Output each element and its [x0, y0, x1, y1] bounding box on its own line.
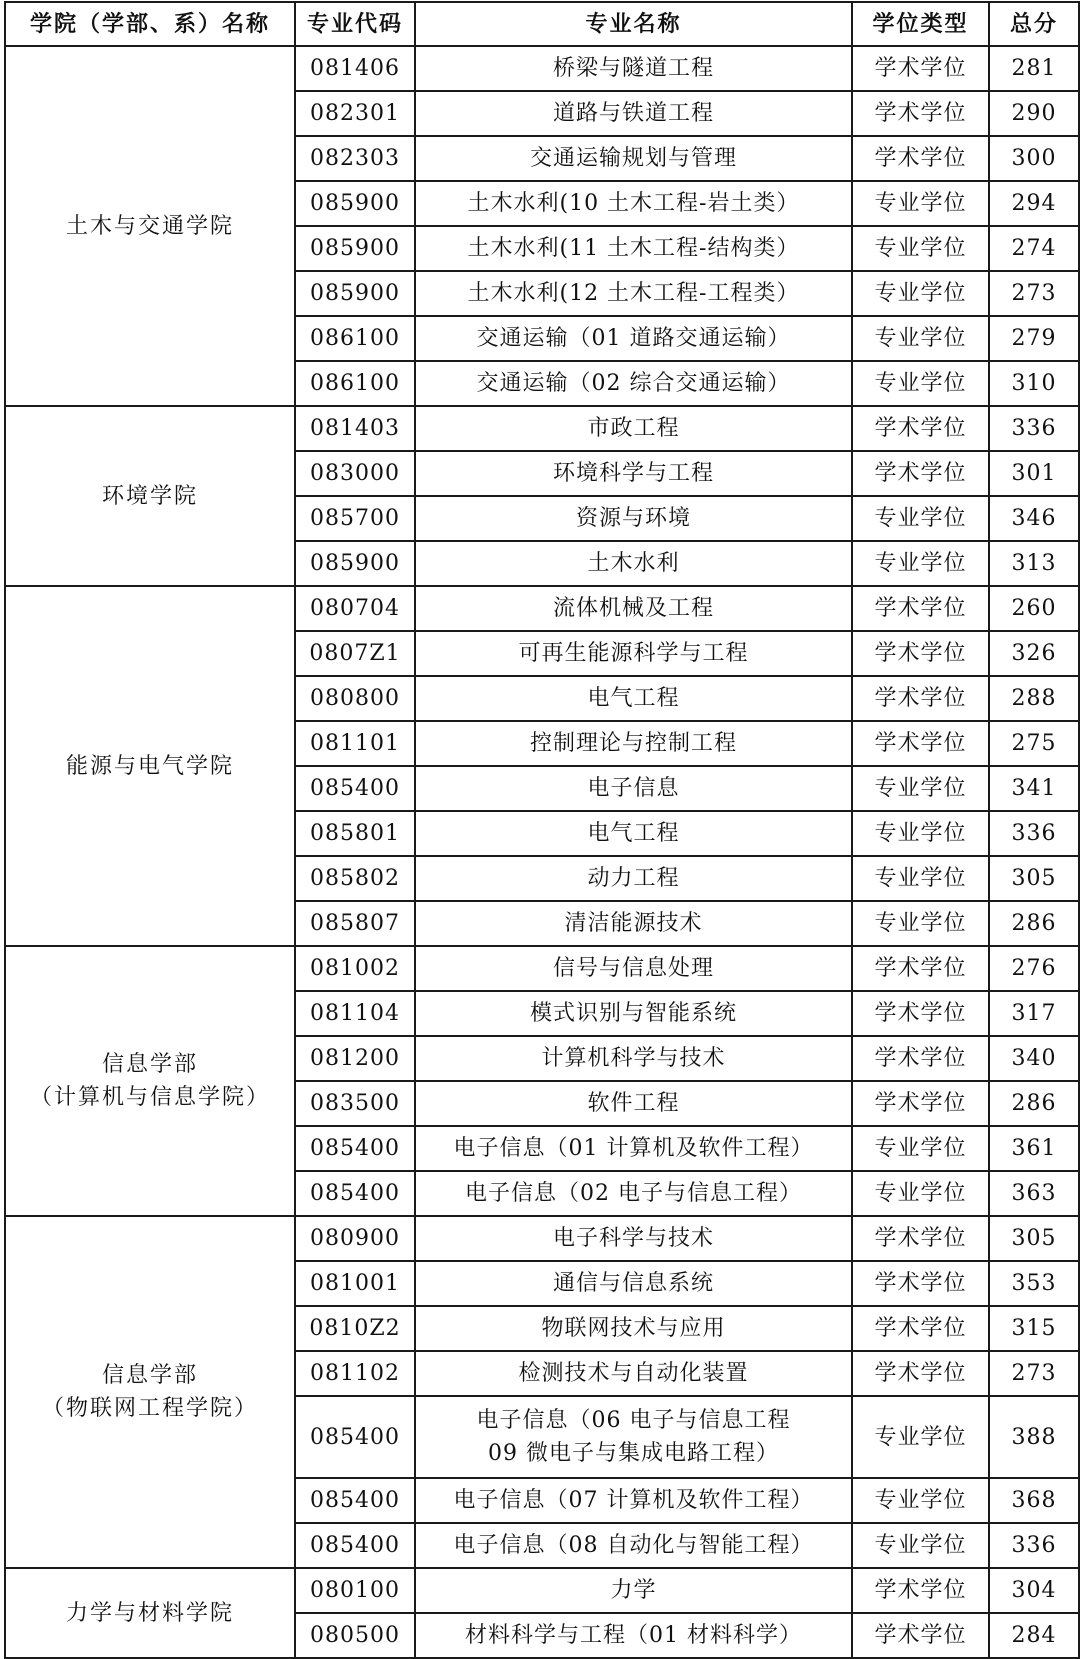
total-score-cell: 304: [989, 1568, 1079, 1613]
major-name-line: 土木水利: [587, 551, 680, 576]
header-score: 总分: [989, 2, 1079, 46]
major-code-cell: 081200: [295, 1036, 415, 1081]
major-name-line: 桥梁与隧道工程: [552, 56, 714, 81]
table-row: [5, 946, 1079, 991]
total-score-cell: 368: [989, 1478, 1079, 1523]
degree-type-cell: 学术学位: [852, 631, 989, 676]
degree-type-cell: 专业学位: [852, 496, 989, 541]
major-name-cell: [415, 766, 852, 811]
degree-type-cell: 学术学位: [852, 1036, 989, 1081]
major-name-cell: [415, 541, 852, 586]
degree-type-cell: 学术学位: [852, 1568, 989, 1613]
total-score-cell: 305: [989, 1216, 1079, 1261]
table-body: [5, 46, 1079, 1658]
major-code-cell: 085900: [295, 271, 415, 316]
total-score-cell: 361: [989, 1126, 1079, 1171]
total-score-cell: 281: [989, 46, 1079, 91]
degree-type-cell: 专业学位: [852, 1396, 989, 1478]
major-name-cell: [415, 46, 852, 91]
major-name-line: 模式识别与智能系统: [529, 1001, 737, 1026]
header-type: 学位类型: [852, 2, 989, 46]
major-code-cell: 085400: [295, 766, 415, 811]
major-name-line: 09 微电子与集成电路工程）: [488, 1441, 779, 1466]
degree-type-cell: 学术学位: [852, 406, 989, 451]
total-score-cell: 294: [989, 181, 1079, 226]
total-score-cell: 273: [989, 271, 1079, 316]
total-score-cell: 284: [989, 1613, 1079, 1658]
major-name-cell: [415, 406, 852, 451]
major-code-cell: 086100: [295, 316, 415, 361]
degree-type-cell: 学术学位: [852, 991, 989, 1036]
total-score-cell: 274: [989, 226, 1079, 271]
major-code-cell: 085900: [295, 226, 415, 271]
degree-type-cell: 专业学位: [852, 271, 989, 316]
major-name-cell: [415, 1478, 852, 1523]
major-name-line: 电气工程: [587, 686, 680, 711]
score-table: [4, 1, 1080, 1659]
total-score-cell: 326: [989, 631, 1079, 676]
major-name-cell: [415, 136, 852, 181]
degree-type-cell: 专业学位: [852, 856, 989, 901]
major-code-cell: 085700: [295, 496, 415, 541]
total-score-cell: 276: [989, 946, 1079, 991]
major-name-cell: [415, 1306, 852, 1351]
major-code-cell: 080100: [295, 1568, 415, 1613]
degree-type-cell: 学术学位: [852, 676, 989, 721]
major-name-cell: [415, 1126, 852, 1171]
total-score-cell: 388: [989, 1396, 1079, 1478]
major-code-cell: 082303: [295, 136, 415, 181]
major-name-cell: [415, 946, 852, 991]
total-score-cell: 341: [989, 766, 1079, 811]
total-score-cell: 336: [989, 406, 1079, 451]
major-name-line: 交通运输（01 道路交通运输）: [476, 326, 791, 351]
major-name-cell: [415, 316, 852, 361]
total-score-cell: 336: [989, 1523, 1079, 1568]
total-score-cell: 363: [989, 1171, 1079, 1216]
major-name-cell: [415, 1523, 852, 1568]
degree-type-cell: 专业学位: [852, 901, 989, 946]
major-name-line: 动力工程: [587, 866, 680, 891]
major-name-line: 交通运输（02 综合交通运输）: [476, 371, 791, 396]
total-score-cell: 260: [989, 586, 1079, 631]
total-score-cell: 346: [989, 496, 1079, 541]
major-code-cell: 085400: [295, 1171, 415, 1216]
major-name-line: 力学: [610, 1578, 657, 1603]
degree-type-cell: 学术学位: [852, 1351, 989, 1396]
major-name-line: 电子信息: [587, 776, 680, 801]
total-score-cell: 279: [989, 316, 1079, 361]
degree-type-cell: 学术学位: [852, 136, 989, 181]
total-score-cell: 310: [989, 361, 1079, 406]
major-code-cell: 085807: [295, 901, 415, 946]
major-name-cell: [415, 1261, 852, 1306]
header-college: 学院（学部、系）名称: [5, 2, 295, 46]
major-name-cell: [415, 496, 852, 541]
total-score-cell: 313: [989, 541, 1079, 586]
table-row: [5, 586, 1079, 631]
degree-type-cell: 专业学位: [852, 181, 989, 226]
major-name-cell: [415, 676, 852, 721]
major-name-cell: [415, 631, 852, 676]
major-name-line: 交通运输规划与管理: [529, 146, 737, 171]
degree-type-cell: 学术学位: [852, 946, 989, 991]
total-score-cell: 288: [989, 676, 1079, 721]
major-code-cell: 081403: [295, 406, 415, 451]
college-name-cell: [5, 586, 295, 946]
major-name-cell: [415, 1568, 852, 1613]
major-code-cell: 081002: [295, 946, 415, 991]
major-name-line: 环境科学与工程: [552, 461, 714, 486]
major-name-line: 通信与信息系统: [552, 1271, 714, 1296]
major-name-line: 材料科学与工程（01 材料科学）: [465, 1623, 802, 1648]
major-code-cell: 081001: [295, 1261, 415, 1306]
major-name-line: 土木水利(11 土木工程-结构类）: [467, 236, 800, 261]
degree-type-cell: 学术学位: [852, 1261, 989, 1306]
total-score-cell: 286: [989, 901, 1079, 946]
degree-type-cell: 专业学位: [852, 1478, 989, 1523]
degree-type-cell: 学术学位: [852, 1081, 989, 1126]
major-code-cell: 081104: [295, 991, 415, 1036]
degree-type-cell: 专业学位: [852, 316, 989, 361]
degree-type-cell: 专业学位: [852, 541, 989, 586]
degree-type-cell: 专业学位: [852, 1523, 989, 1568]
major-name-line: 市政工程: [587, 416, 680, 441]
degree-type-cell: 学术学位: [852, 46, 989, 91]
major-code-cell: 085801: [295, 811, 415, 856]
major-name-line: 软件工程: [587, 1091, 680, 1116]
table-row: [5, 1568, 1079, 1613]
major-name-cell: [415, 1613, 852, 1658]
degree-type-cell: 学术学位: [852, 721, 989, 766]
degree-type-cell: 专业学位: [852, 1126, 989, 1171]
degree-type-cell: 专业学位: [852, 766, 989, 811]
header-name: 专业名称: [415, 2, 852, 46]
total-score-cell: 300: [989, 136, 1079, 181]
major-name-cell: [415, 901, 852, 946]
major-name-cell: [415, 1081, 852, 1126]
table-row: [5, 406, 1079, 451]
degree-type-cell: 专业学位: [852, 361, 989, 406]
major-name-line: 电子信息（02 电子与信息工程）: [465, 1181, 802, 1206]
college-name-line: （物联网工程学院）: [41, 1396, 258, 1421]
major-code-cell: 0810Z2: [295, 1306, 415, 1351]
major-name-line: 资源与环境: [575, 506, 691, 531]
major-name-cell: [415, 226, 852, 271]
major-code-cell: 085400: [295, 1523, 415, 1568]
major-code-cell: 081101: [295, 721, 415, 766]
major-code-cell: 085400: [295, 1478, 415, 1523]
degree-type-cell: 学术学位: [852, 91, 989, 136]
total-score-cell: 353: [989, 1261, 1079, 1306]
major-name-cell: [415, 1396, 852, 1478]
major-name-cell: [415, 271, 852, 316]
total-score-cell: 336: [989, 811, 1079, 856]
major-name-line: 电子信息（06 电子与信息工程: [476, 1408, 791, 1433]
total-score-cell: 301: [989, 451, 1079, 496]
major-name-cell: [415, 361, 852, 406]
table-row: [5, 1216, 1079, 1261]
college-name-cell: [5, 1216, 295, 1568]
major-name-line: 信号与信息处理: [552, 956, 714, 981]
degree-type-cell: 学术学位: [852, 1613, 989, 1658]
major-name-cell: [415, 1351, 852, 1396]
major-name-cell: [415, 91, 852, 136]
major-code-cell: 085802: [295, 856, 415, 901]
college-name-line: （计算机与信息学院）: [29, 1085, 270, 1110]
major-name-cell: [415, 586, 852, 631]
total-score-cell: 273: [989, 1351, 1079, 1396]
major-name-cell: [415, 181, 852, 226]
college-name-cell: [5, 1568, 295, 1658]
total-score-cell: 275: [989, 721, 1079, 766]
major-name-cell: [415, 451, 852, 496]
major-name-line: 电子信息（01 计算机及软件工程）: [453, 1136, 814, 1161]
total-score-cell: 286: [989, 1081, 1079, 1126]
major-name-cell: [415, 811, 852, 856]
degree-type-cell: 学术学位: [852, 451, 989, 496]
major-code-cell: 082301: [295, 91, 415, 136]
degree-type-cell: 学术学位: [852, 586, 989, 631]
major-name-cell: [415, 1216, 852, 1261]
major-code-cell: 0807Z1: [295, 631, 415, 676]
major-name-line: 可再生能源科学与工程: [518, 641, 749, 666]
degree-type-cell: 学术学位: [852, 1216, 989, 1261]
major-code-cell: 080800: [295, 676, 415, 721]
major-code-cell: 085900: [295, 181, 415, 226]
major-name-line: 清洁能源技术: [564, 911, 703, 936]
major-code-cell: 080500: [295, 1613, 415, 1658]
total-score-cell: 317: [989, 991, 1079, 1036]
college-name-cell: [5, 946, 295, 1216]
degree-type-cell: 专业学位: [852, 1171, 989, 1216]
college-name-line: 环境学院: [101, 483, 198, 509]
major-name-line: 电子信息（08 自动化与智能工程）: [453, 1533, 814, 1558]
major-name-line: 土木水利(12 土木工程-工程类）: [467, 281, 800, 306]
major-code-cell: 085400: [295, 1396, 415, 1478]
college-name-line: 信息学部: [101, 1363, 198, 1388]
college-name-line: 力学与材料学院: [65, 1600, 234, 1626]
degree-type-cell: 专业学位: [852, 226, 989, 271]
major-name-line: 电气工程: [587, 821, 680, 846]
total-score-cell: 340: [989, 1036, 1079, 1081]
degree-type-cell: 专业学位: [852, 811, 989, 856]
major-code-cell: 080704: [295, 586, 415, 631]
college-name-cell: [5, 46, 295, 406]
major-name-line: 电子科学与技术: [552, 1226, 714, 1251]
major-name-line: 电子信息（07 计算机及软件工程）: [453, 1488, 814, 1513]
table-row: [5, 46, 1079, 91]
major-name-line: 道路与铁道工程: [552, 101, 714, 126]
major-name-line: 检测技术与自动化装置: [518, 1361, 749, 1386]
header-code: 专业代码: [295, 2, 415, 46]
college-name-line: 能源与电气学院: [65, 753, 234, 779]
college-name-cell: [5, 406, 295, 586]
major-code-cell: 083000: [295, 451, 415, 496]
total-score-cell: 305: [989, 856, 1079, 901]
major-name-cell: [415, 721, 852, 766]
major-name-line: 土木水利(10 土木工程-岩土类）: [467, 191, 800, 216]
major-name-line: 流体机械及工程: [552, 596, 714, 621]
major-name-cell: [415, 1036, 852, 1081]
total-score-cell: 290: [989, 91, 1079, 136]
major-code-cell: 081102: [295, 1351, 415, 1396]
major-code-cell: 085400: [295, 1126, 415, 1171]
major-name-line: 计算机科学与技术: [541, 1046, 726, 1071]
major-code-cell: 080900: [295, 1216, 415, 1261]
major-name-line: 物联网技术与应用: [541, 1316, 726, 1341]
table-header-row: [5, 2, 1079, 46]
major-name-cell: [415, 856, 852, 901]
major-name-cell: [415, 991, 852, 1036]
college-name-line: 信息学部: [101, 1052, 198, 1077]
major-name-cell: [415, 1171, 852, 1216]
major-name-line: 控制理论与控制工程: [529, 731, 737, 756]
major-code-cell: 086100: [295, 361, 415, 406]
degree-type-cell: 学术学位: [852, 1306, 989, 1351]
major-code-cell: 081406: [295, 46, 415, 91]
total-score-cell: 315: [989, 1306, 1079, 1351]
major-code-cell: 083500: [295, 1081, 415, 1126]
major-code-cell: 085900: [295, 541, 415, 586]
college-name-line: 土木与交通学院: [65, 213, 234, 239]
